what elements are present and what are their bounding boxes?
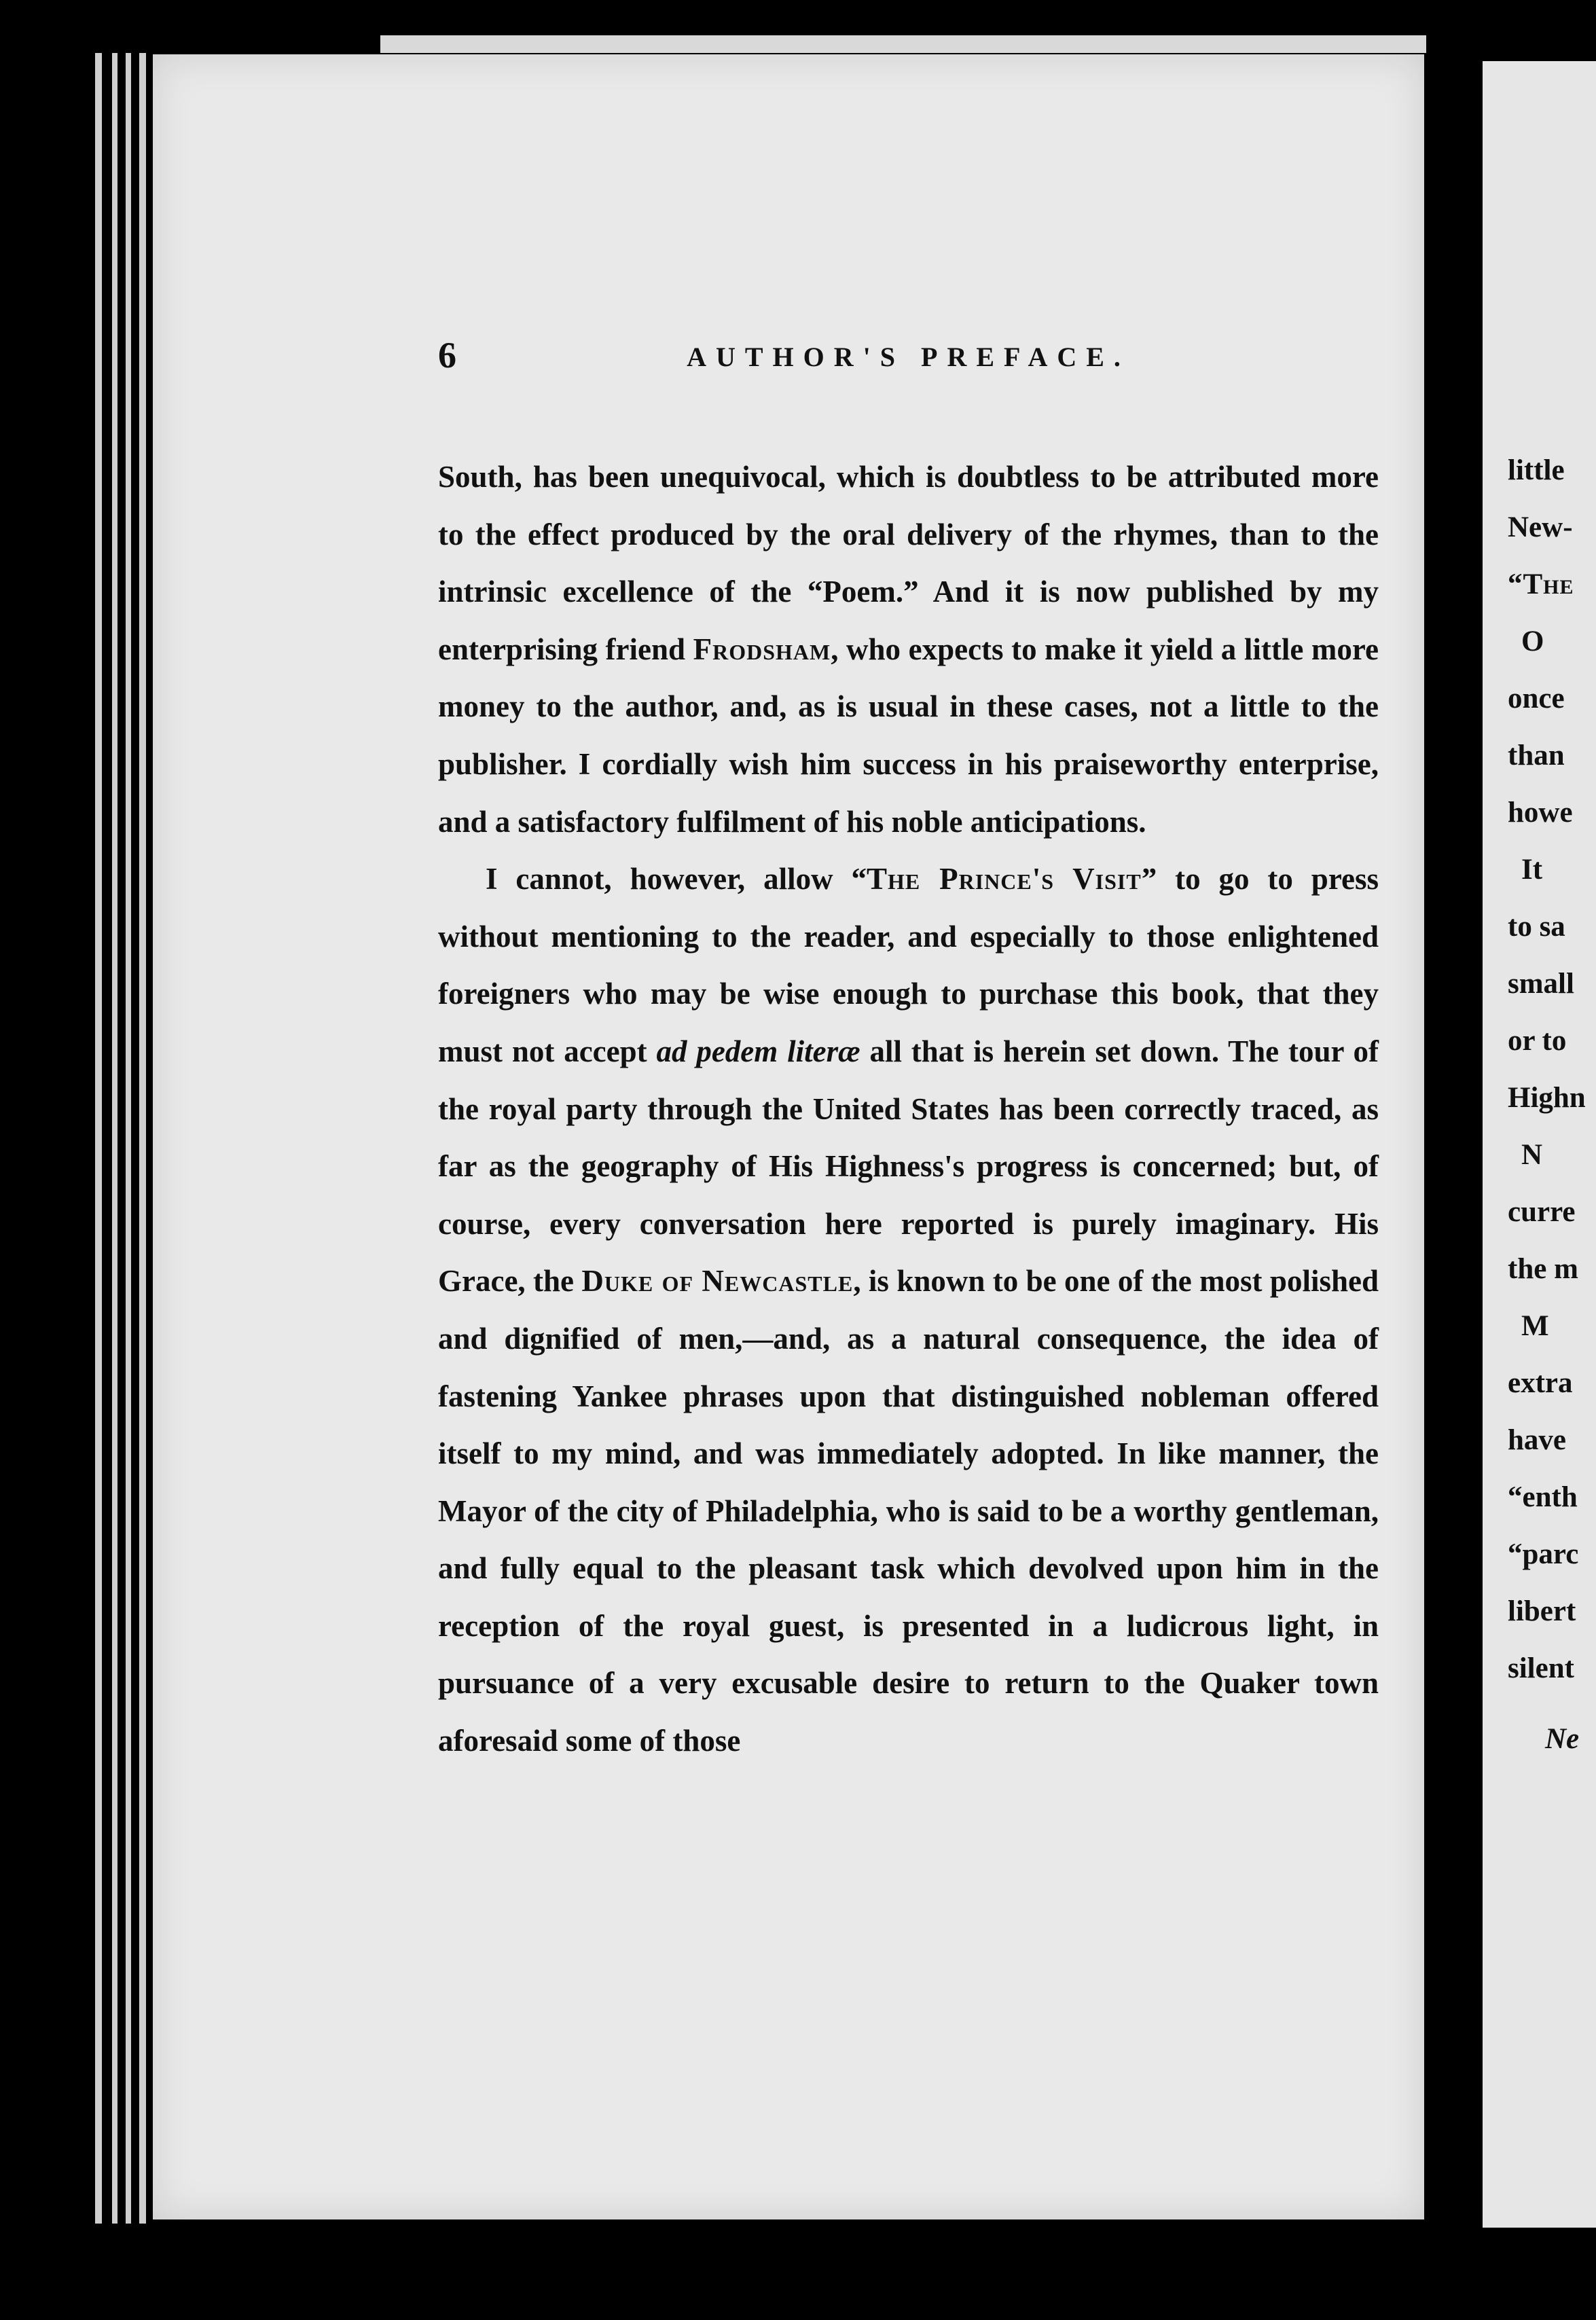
right-line: Ne [1545,1723,1580,1755]
title-princes-visit: The Prince's Visit [866,862,1142,896]
running-head: AUTHOR'S PREFACE. [687,342,1130,372]
right-line: M [1521,1310,1549,1342]
right-line: New- [1508,511,1573,543]
page-edge [126,53,131,2224]
paragraph-2: I cannot, however, allow “The Prince's Visit” to go to press without mentioning to the reader, and especially to those enlightened foreigners who may be wise enough to purchase this book, that they must not accept ad pedem literæ all that is herein set down. The tour of the royal party through the United States has been correctly traced, as far as the geography of His Highness's progress is concerned; but, of course, every conversation here reported is purely imaginary. His Grace, the Duke of Newcastle, is known to be one of the most polished and dignified of men,—and, as a natural consequence, the idea of fastening Yankee phrases upon that distinguished nobleman offered itself to my mind, and was immediately adopted. In like manner, the Mayor of the city of Philadelphia, who is said to be a worthy gentleman, and fully equal to the pleasant task which devolved upon him in the reception of the royal guest, is presented in a ludicrous light, in pursuance of a very excusable desire to return to the Quaker town aforesaid some of those [438,862,1379,1758]
right-line: “parc [1508,1538,1579,1570]
name-duke: Duke of Newcastle [581,1264,854,1299]
right-line: once [1508,683,1565,714]
page-edge [112,53,117,2224]
right-line: It [1521,854,1543,886]
right-line: libert [1508,1595,1576,1627]
paragraph-1: South, has been unequivocal, which is doubtless to be attributed more to the effect produced by the oral delivery of the rhymes, than to the intrinsic excellence of the “Poem.” And it is now published by my enterprising friend Frodsham, who expects to make it yield a little more money to the author, and, as is usual in these cases, not a little to the publisher. I cordially wish him success in his praiseworthy enterprise, and a satisfactory fulfilment of his noble anticipations. [438,460,1379,839]
right-line: or to [1508,1025,1567,1057]
right-line: N [1521,1139,1543,1171]
right-line: howe [1508,797,1573,829]
right-line: the m [1508,1253,1578,1285]
page-edge [139,53,146,2224]
right-line: have [1508,1424,1566,1456]
page-number: 6 [438,335,456,376]
right-line: silent [1508,1652,1574,1684]
latin-phrase: ad pedem literæ [656,1034,860,1068]
right-line: curre [1508,1196,1576,1228]
right-line: than [1508,740,1565,772]
right-line: extra [1508,1367,1573,1399]
right-line: “The [1508,568,1574,600]
right-line: little [1508,454,1565,486]
scan-border-top [380,35,1426,53]
name-frodsham: Frodsham [693,632,831,666]
page-body [438,448,1379,1770]
page-edge [95,53,102,2224]
page-header [438,334,1379,382]
right-line: Highn [1508,1082,1586,1114]
right-line: small [1508,968,1574,1000]
right-line: O [1521,626,1544,657]
right-line: to sa [1508,911,1565,943]
right-line: “enth [1508,1481,1578,1513]
